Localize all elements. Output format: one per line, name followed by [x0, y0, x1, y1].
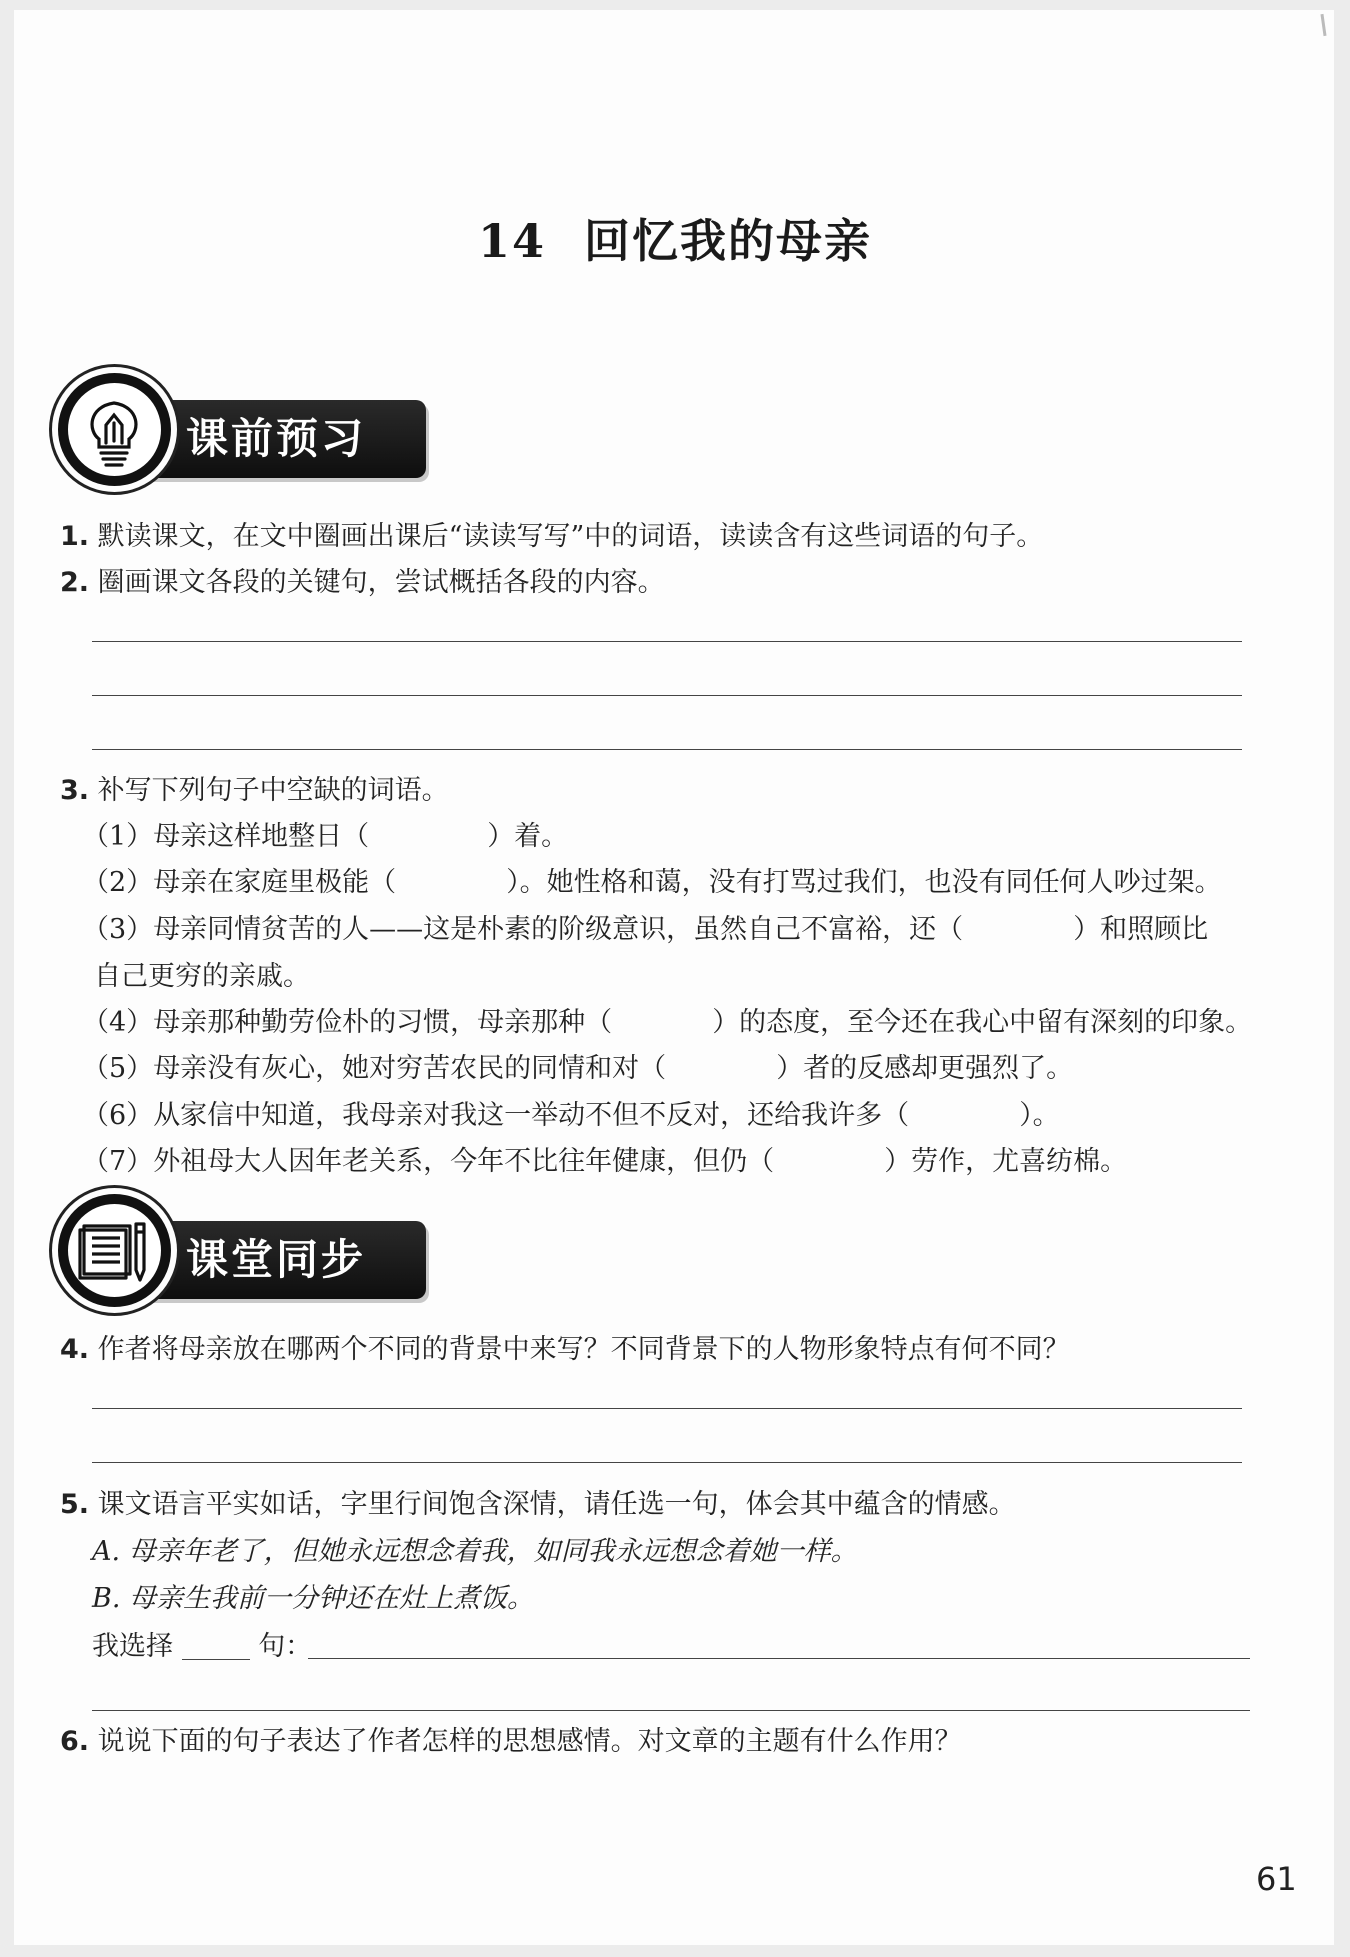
- question-6: [60, 1725, 962, 1759]
- fill-item-3-continued: [94, 960, 310, 994]
- item-label: （4）: [82, 1007, 154, 1038]
- lesson-number: 14: [477, 214, 546, 268]
- lesson-title: [0, 205, 1350, 271]
- item-text-continued: 自己更穷的亲戚。: [94, 961, 310, 992]
- choice-suffix: 句：: [258, 1631, 313, 1662]
- question-number: 5.: [60, 1489, 90, 1520]
- choice-blank[interactable]: [182, 1635, 250, 1660]
- fill-item-4: [82, 1006, 1252, 1040]
- question-number: 1.: [60, 521, 90, 552]
- answer-line[interactable]: [92, 749, 1242, 750]
- item-text-after: ）的态度，至今还在我心中留有深刻的印象。: [712, 1007, 1253, 1038]
- option-a: A. 母亲年老了，但她永远想念着我，如同我永远想念着她一样。: [92, 1536, 858, 1567]
- fill-item-3: [82, 913, 1208, 947]
- question-2: [60, 566, 665, 600]
- item-text-after: ）着。: [487, 821, 569, 852]
- fill-item-5: [82, 1052, 1073, 1086]
- answer-line[interactable]: [92, 1710, 1250, 1711]
- section-header-preview: [58, 373, 378, 498]
- item-label: （5）: [82, 1053, 154, 1084]
- question-text: 圈画课文各段的关键句，尝试概括各段的内容。: [97, 567, 665, 598]
- question-text: 说说下面的句子表达了作者怎样的思想感情。对文章的主题有什么作用？: [97, 1726, 962, 1757]
- question-text: 课文语言平实如话，字里行间饱含深情，请任选一句，体会其中蕴含的情感。: [97, 1489, 1016, 1520]
- section-header-classroom: [58, 1194, 378, 1319]
- lesson-title-text: 回忆我的母亲: [584, 214, 872, 268]
- answer-line[interactable]: [92, 1408, 1242, 1409]
- question-number: 6.: [60, 1726, 90, 1757]
- question-text: 默读课文，在文中圈画出课后“读读写写”中的词语，读读含有这些词语的句子。: [97, 521, 1044, 552]
- question-4: [60, 1333, 1070, 1367]
- item-text-before: 母亲那种勤劳俭朴的习惯，母亲那种（: [153, 1007, 613, 1038]
- question-text: 作者将母亲放在哪两个不同的背景中来写？不同背景下的人物形象特点有何不同？: [97, 1334, 1070, 1365]
- item-text-after: ）和照顾比: [1073, 914, 1209, 945]
- answer-line[interactable]: [92, 1462, 1242, 1463]
- question-text: 补写下列句子中空缺的词语。: [97, 775, 449, 806]
- fill-item-2: [82, 866, 1222, 900]
- item-text-before: 母亲同情贫苦的人——这是朴素的阶级意识，虽然自己不富裕，还（: [153, 914, 964, 945]
- fill-item-6: [82, 1099, 1060, 1133]
- question-number: 2.: [60, 567, 90, 598]
- item-text-before: 母亲这样地整日（: [153, 821, 370, 852]
- item-text-after: ）者的反感却更强烈了。: [776, 1053, 1074, 1084]
- answer-line[interactable]: [308, 1658, 1250, 1659]
- item-text-before: 外祖母大人因年老关系，今年不比往年健康，但仍（: [153, 1146, 775, 1177]
- option-b: B. 母亲生我前一分钟还在灶上煮饭。: [92, 1583, 535, 1614]
- answer-line[interactable]: [92, 641, 1242, 642]
- question-3: [60, 774, 449, 808]
- fill-item-1: [82, 820, 568, 854]
- question-5: [60, 1488, 1016, 1522]
- section-icon-circle: [58, 1194, 171, 1307]
- question-number: 4.: [60, 1334, 90, 1365]
- item-label: （3）: [82, 914, 154, 945]
- lightbulb-icon: [68, 383, 161, 476]
- item-text-before: 母亲没有灰心，她对穷苦农民的同情和对（: [153, 1053, 667, 1084]
- book-icon: [68, 1204, 161, 1297]
- question-number: 3.: [60, 775, 90, 806]
- section-label: 课前预习: [186, 414, 367, 463]
- page-number: 61: [1256, 1860, 1297, 1898]
- item-text-after: ）。: [1019, 1100, 1060, 1131]
- fill-item-7: [82, 1145, 1127, 1179]
- item-label: （7）: [82, 1146, 154, 1177]
- item-label: （1）: [82, 821, 154, 852]
- section-label: 课堂同步: [186, 1235, 367, 1284]
- item-label: （6）: [82, 1100, 154, 1131]
- choice-prefix: 我选择: [92, 1631, 173, 1662]
- answer-line[interactable]: [92, 695, 1242, 696]
- question-1: [60, 520, 1043, 554]
- section-icon-circle: [58, 373, 171, 486]
- choice-row: [92, 1630, 312, 1664]
- item-text-after: ）。她性格和蔼，没有打骂过我们，也没有同任何人吵过架。: [506, 867, 1222, 898]
- item-text-before: 母亲在家庭里极能（: [153, 867, 397, 898]
- item-text-before: 从家信中知道，我母亲对我这一举动不但不反对，还给我许多（: [153, 1100, 910, 1131]
- item-text-after: ）劳作，尤喜纺棉。: [884, 1146, 1128, 1177]
- item-label: （2）: [82, 867, 154, 898]
